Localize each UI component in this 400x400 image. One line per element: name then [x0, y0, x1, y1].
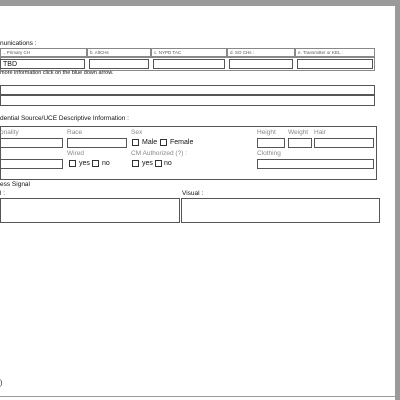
weight-label: Weight — [288, 129, 309, 136]
cm-no-checkbox[interactable] — [155, 160, 162, 167]
nationality-label: onality — [0, 129, 19, 136]
alt-chs-input[interactable] — [89, 59, 149, 69]
wired-yes-checkbox[interactable] — [69, 160, 76, 167]
col-header-altchs: b. AltCHs — [87, 48, 151, 57]
col-header-so-chs: d. SO CHs : — [227, 48, 295, 57]
communications-title: nunications : — [0, 40, 37, 47]
sex-female-checkbox[interactable] — [160, 139, 167, 146]
sex-male-checkbox[interactable] — [132, 139, 139, 146]
transmitter-input[interactable] — [297, 59, 373, 69]
nationality-input[interactable] — [0, 138, 63, 148]
row2-input[interactable] — [0, 159, 63, 169]
page-marker: ) — [0, 380, 3, 387]
col-header-nypd-tac: c. NYPD TAC — [151, 48, 227, 57]
nypd-tac-input[interactable] — [153, 59, 225, 69]
hair-label: Hair — [314, 129, 326, 136]
distress-audio-textarea[interactable] — [0, 198, 180, 223]
race-label: Race — [67, 129, 83, 136]
wired-no-checkbox[interactable] — [92, 160, 99, 167]
clothing-label: Clothing — [257, 150, 281, 157]
so-chs-input[interactable] — [229, 59, 293, 69]
clothing-input[interactable] — [257, 159, 374, 169]
visual-label: Visual : — [182, 190, 204, 197]
comm-notes-input-1[interactable] — [0, 85, 375, 95]
sex-female-label: Female — [170, 139, 194, 146]
distress-left-label: l : — [0, 190, 6, 197]
comm-help-text: more information click on the blue down arrow. — [0, 70, 114, 76]
bottom-divider — [0, 396, 395, 397]
distress-visual-textarea[interactable] — [181, 198, 380, 223]
comm-notes-input-2[interactable] — [0, 95, 375, 106]
race-input[interactable] — [67, 138, 127, 148]
height-label: Height — [257, 129, 276, 136]
wired-no-label: no — [102, 160, 110, 167]
sex-male-label: Male — [142, 139, 158, 146]
distress-title: ess Signal — [0, 181, 30, 188]
weight-input[interactable] — [288, 138, 312, 148]
cm-authorized-label: CM Authorized (?) : — [131, 150, 187, 157]
cm-no-label: no — [164, 160, 172, 167]
window-right-edge — [395, 6, 400, 400]
col-header-transmitter: e. Transmitter or KEL : — [295, 48, 375, 57]
window-top-bar — [0, 0, 400, 6]
wired-yes-label: yes — [79, 160, 90, 167]
cm-yes-checkbox[interactable] — [132, 160, 139, 167]
hair-input[interactable] — [314, 138, 374, 148]
source-section-title: dential Source/UCE Descriptive Information : — [0, 115, 129, 122]
sex-label: Sex — [131, 129, 143, 136]
row2-label: : — [0, 150, 2, 157]
height-input[interactable] — [257, 138, 285, 148]
primary-ch-input[interactable]: TBD — [0, 59, 85, 69]
cm-yes-label: yes — [142, 160, 153, 167]
wired-label: Wired — [67, 150, 84, 157]
col-header-primary: ., Primary CH — [0, 48, 87, 57]
